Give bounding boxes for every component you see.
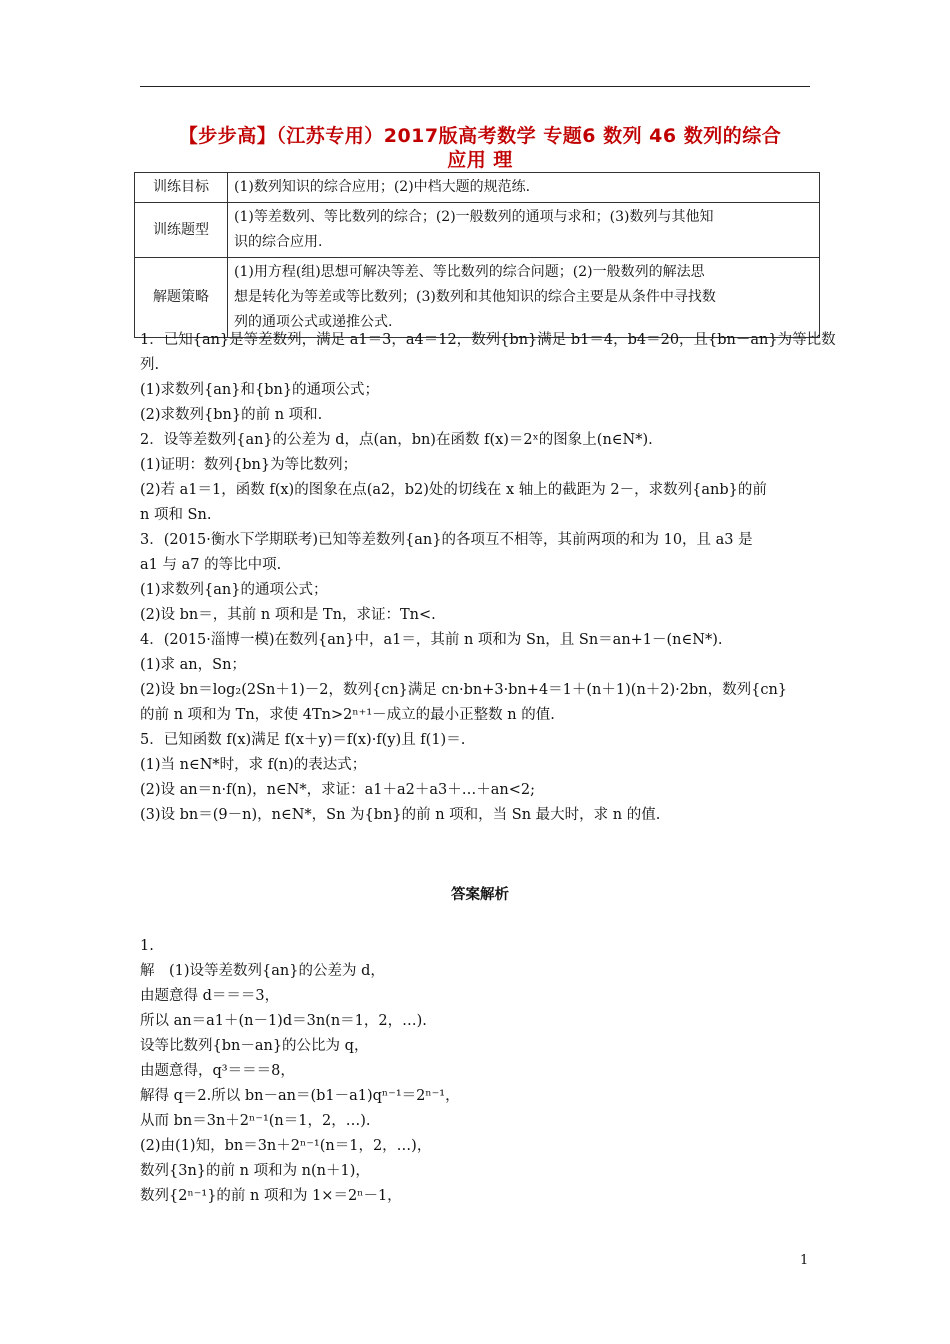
question-line: (1)当 n∈N*时，求 f(n)的表达式；	[140, 757, 367, 773]
answer-line: 由题意得，q³＝＝＝8，	[140, 1063, 295, 1079]
title-line-2: 应用 理	[447, 149, 513, 171]
question-line: 的前 n 项和为 Tn，求使 4Tn>2ⁿ⁺¹－成立的最小正整数 n 的值.	[140, 707, 555, 723]
training-info-table	[134, 172, 820, 338]
question-line: (2)求数列{bn}的前 n 项和.	[140, 407, 323, 423]
answer-line: 从而 bn＝3n＋2ⁿ⁻¹(n＝1，2，…).	[140, 1113, 371, 1129]
title-line-1: 【步步高】（江苏专用）2017版高考数学 专题6 数列 46 数列的综合	[178, 125, 782, 147]
table-line: 识的综合应用.	[234, 234, 323, 250]
question-line: 4．(2015·淄博一模)在数列{an}中，a1＝，其前 n 项和为 Sn，且 Sn＝an+1－(n∈N*).	[140, 632, 723, 648]
table-row-content	[228, 258, 820, 338]
answer-line: 解 (1)设等差数列{an}的公差为 d，	[140, 963, 385, 979]
table-row-content	[228, 203, 820, 258]
question-line: n 项和 Sn.	[140, 507, 212, 523]
table-line: (1)用方程(组)思想可解决等差、等比数列的综合问题；(2)一般数列的解法思	[234, 264, 705, 280]
question-line: (1)求数列{an}的通项公式；	[140, 582, 328, 598]
question-line: a1 与 a7 的等比中项.	[140, 557, 282, 573]
table-line: (1)数列知识的综合应用；(2)中档大题的规范练.	[234, 179, 531, 195]
table-row-content	[228, 173, 820, 203]
answer-line: 数列{3n}的前 n 项和为 n(n＋1)，	[140, 1163, 370, 1179]
document-title	[140, 124, 820, 172]
question-line: (2)设 bn＝，其前 n 项和是 Tn，求证：Tn<.	[140, 607, 436, 623]
answer-line: 1.	[140, 938, 154, 954]
page-number: 1	[800, 1253, 809, 1268]
question-line: 5．已知函数 f(x)满足 f(x＋y)＝f(x)·f(y)且 f(1)＝.	[140, 732, 466, 748]
question-section	[140, 328, 836, 828]
table-line: (1)等差数列、等比数列的综合；(2)一般数列的通项与求和；(3)数列与其他知	[234, 209, 714, 225]
question-line: (3)设 bn＝(9－n)，n∈N*，Sn 为{bn}的前 n 项和，当 Sn 最大时，求 n 的值.	[140, 807, 661, 823]
table-line: 列的通项公式或递推公式.	[234, 314, 393, 330]
question-line: (2)若 a1＝1，函数 f(x)的图象在点(a2，b2)处的切线在 x 轴上的截距为 2－，求数列{anb}的前	[140, 482, 767, 498]
question-line: (1)求 an，Sn；	[140, 657, 246, 673]
table-row	[135, 173, 820, 203]
table-line: 想是转化为等差或等比数列；(3)数列和其他知识的综合主要是从条件中寻找数	[234, 289, 716, 305]
answers-heading: 答案解析	[451, 887, 509, 903]
table-row-label: 训练题型	[135, 203, 228, 258]
answer-line: 解得 q＝2.所以 bn－an＝(b1－a1)qⁿ⁻¹＝2ⁿ⁻¹，	[140, 1088, 460, 1104]
answer-line: (2)由(1)知，bn＝3n＋2ⁿ⁻¹(n＝1，2，…)，	[140, 1138, 432, 1154]
question-line: (2)设 an＝n·f(n)，n∈N*，求证：a1＋a2＋a3＋…＋an<2;	[140, 782, 535, 798]
question-line: (1)证明：数列{bn}为等比数列；	[140, 457, 358, 473]
header-rule	[140, 86, 810, 87]
question-line: 1．已知{an}是等差数列，满足 a1＝3，a4＝12，数列{bn}满足 b1＝4，b4＝20，且{bn－an}为等比数	[140, 332, 836, 348]
question-line: 3．(2015·衡水下学期联考)已知等差数列{an}的各项互不相等，其前两项的和为 10，且 a3 是	[140, 532, 753, 548]
question-line: (1)求数列{an}和{bn}的通项公式；	[140, 382, 380, 398]
table-row	[135, 258, 820, 338]
answer-line: 由题意得 d＝＝＝3，	[140, 988, 280, 1004]
answer-line: 设等比数列{bn－an}的公比为 q，	[140, 1038, 369, 1054]
table-row-label: 训练目标	[135, 173, 228, 203]
table-row-label: 解题策略	[135, 258, 228, 338]
answer-line: 数列{2ⁿ⁻¹}的前 n 项和为 1×＝2ⁿ－1，	[140, 1188, 402, 1204]
question-line: (2)设 bn＝log₂(2Sn＋1)－2，数列{cn}满足 cn·bn+3·bn+4＝1＋(n＋1)(n＋2)·2bn，数列{cn}	[140, 682, 788, 698]
answer-section	[140, 934, 820, 1209]
answer-line: 所以 an＝a1＋(n－1)d＝3n(n＝1，2，…).	[140, 1013, 427, 1029]
question-line: 2．设等差数列{an}的公差为 d，点(an，bn)在函数 f(x)＝2ˣ的图象上(n∈N*).	[140, 432, 653, 448]
table-row	[135, 203, 820, 258]
question-line: 列.	[140, 357, 160, 373]
